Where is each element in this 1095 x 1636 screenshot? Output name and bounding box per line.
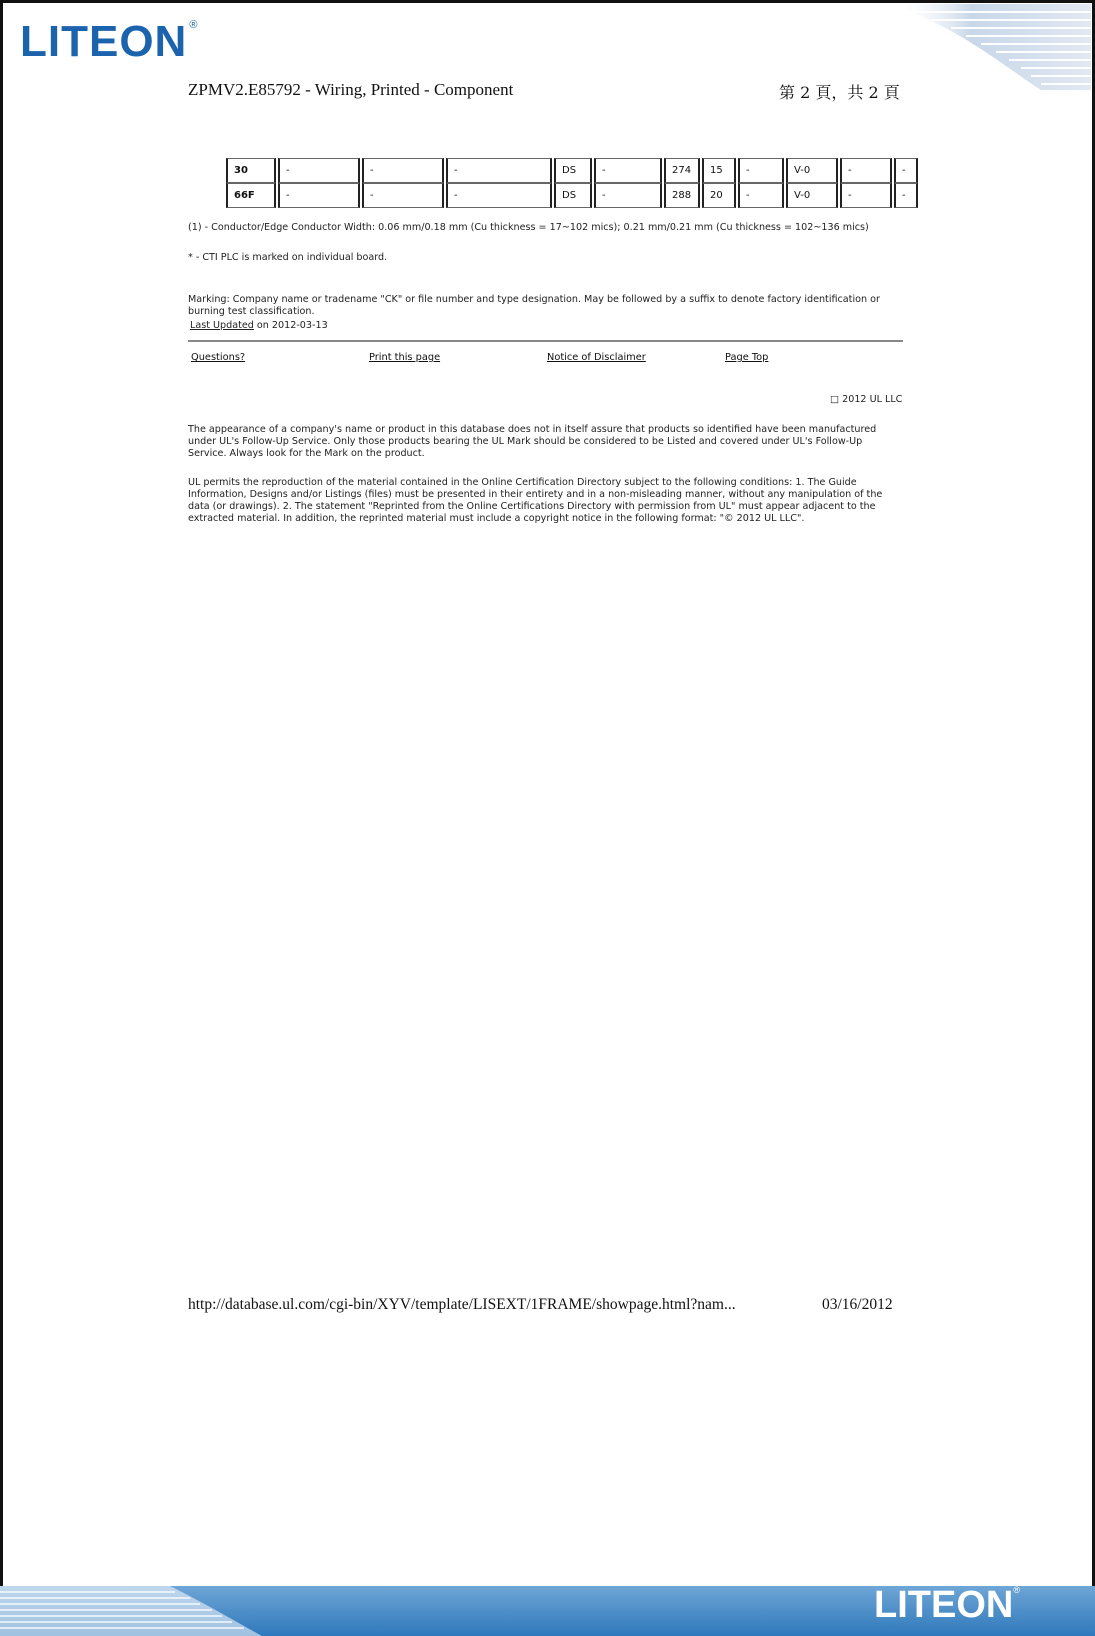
last-updated-line (188, 320, 888, 332)
divider (188, 340, 903, 342)
print-page-link[interactable]: Print this page (369, 352, 441, 363)
spec-table (224, 158, 920, 208)
appearance-disclaimer: The appearance of a company's name or product in this database does not in itself assure that products so identified have been manufactured under UL's Follow-Up Service. Only those products bearing the UL Mark should be considered to be Listed and covered under UL's Follow-Up Service. Always look for the Mark on the product. (188, 424, 877, 459)
questions-link[interactable]: Questions? (191, 352, 246, 363)
document-title: ZPMV2.E85792 - Wiring, Printed - Component (188, 80, 514, 99)
table-cell: - (446, 183, 552, 208)
liteon-logo (20, 17, 199, 66)
footer-url: http://database.ul.com/cgi-bin/XYV/template/LISEXT/1FRAME/showpage.html?nam... (188, 1296, 736, 1313)
conductor-note: (1) - Conductor/Edge Conductor Width: 0.06 mm/0.18 mm (Cu thickness = 17~102 mics); 0.21 mm/0.21 mm (Cu thickness = 102~136 mics) (188, 222, 869, 233)
reproduction-disclaimer: UL permits the reproduction of the material contained in the Online Certification Directory subject to the following conditions: 1. The Guide Information, Designs and/or Listings (files) must be presented in their entirety and in a non-misleading manner, without any manipulation of the data (or drawings). 2. The statement "Reprinted from the Online Certifications Directory with permission from UL" must appear adjacent to the extracted material. In addition, the reprinted material must include a copyright notice in the following format: "© 2012 UL LLC". (188, 477, 883, 524)
logo-text: LITEON (874, 1584, 1014, 1626)
table-cell: DS (554, 183, 592, 208)
table-cell: - (446, 158, 552, 183)
table-cell: - (840, 158, 892, 183)
table-cell: 274 (664, 158, 700, 183)
logo-text: LITEON (20, 17, 188, 66)
last-updated-date: on 2012-03-13 (253, 320, 328, 331)
footer-date: 03/16/2012 (822, 1296, 893, 1313)
table-cell: 30 (226, 158, 276, 183)
copyright-notice: □ 2012 UL LLC (830, 394, 903, 405)
liteon-logo-bottom (874, 1586, 1020, 1624)
page-indicator: 第 2 頁，共 2 頁 (779, 83, 900, 102)
table-cell: - (738, 158, 784, 183)
table-cell: - (362, 183, 444, 208)
marking-note: Marking: Company name or tradename "CK" or file number and type designation. May be followed by a suffix to denote factory identification or burning test classification. (188, 294, 880, 317)
table-cell: - (278, 158, 360, 183)
table-cell: 288 (664, 183, 700, 208)
last-updated-link[interactable]: Last Updated (190, 320, 254, 331)
table-row (226, 158, 918, 183)
table-cell: - (594, 158, 662, 183)
table-cell: 20 (702, 183, 736, 208)
table-cell: 15 (702, 158, 736, 183)
table-cell: - (894, 183, 918, 208)
table-cell: - (594, 183, 662, 208)
cti-note: * - CTI PLC is marked on individual board. (188, 252, 388, 263)
table-cell: - (894, 158, 918, 183)
table-cell: V-0 (786, 183, 838, 208)
table-cell: - (738, 183, 784, 208)
table-row (226, 183, 918, 208)
table-cell: - (278, 183, 360, 208)
table-cell: - (362, 158, 444, 183)
table-cell: 66F (226, 183, 276, 208)
page-top-link[interactable]: Page Top (725, 352, 769, 363)
table-cell: - (840, 183, 892, 208)
table-cell: DS (554, 158, 592, 183)
table-cell: V-0 (786, 158, 838, 183)
registered-mark: ® (1013, 1585, 1020, 1595)
disclaimer-link[interactable]: Notice of Disclaimer (547, 352, 646, 363)
header-stripes-decoration (891, 4, 1091, 90)
registered-mark: ® (189, 19, 199, 31)
